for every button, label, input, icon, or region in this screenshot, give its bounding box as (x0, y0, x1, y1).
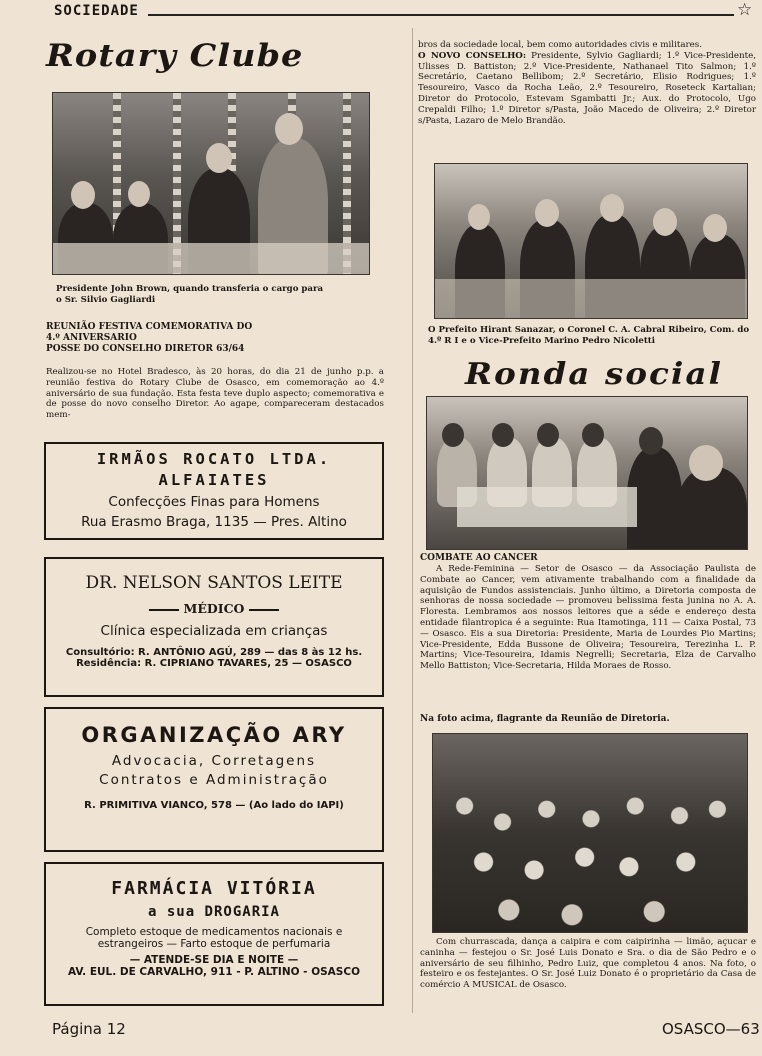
rotary-dinner-caption: O Prefeito Hirant Sanazar, o Coronel C. A. Cabral Ribeiro, Com. do 4.º R I e o Vice-Prefeito Marino Pedro Nicoletti (428, 325, 750, 346)
ad-title: ORGANIZAÇÃO ARY (81, 723, 347, 747)
column-divider (412, 28, 413, 1013)
rotary-photo (52, 92, 370, 275)
section-label: SOCIEDADE (54, 3, 139, 19)
ad-title: IRMÃOS ROCATO LTDA. (96, 450, 332, 468)
ad-tagline-2: Contratos e Administração (99, 772, 329, 788)
ronda-body: A Rede-Feminina — Setor de Osasco — da Associação Paulista de Combate ao Cancer, vem ativamente trabalhando com a finalidade da aquisição de Fundos assistenciais. Junho último, a Diretoria composta de senhoras de nossa sociedade — promoveu belissima festa junina no A. A. Floresta. Lembramos aos nossos leitores que a séde e endereço desta entidade filantropica é a seguinte: Rua Itamotinga, 111 — Caixa Postal, 73 — Osasco. Eis a sua Diretoria: Presidente, Maria de Lourdes Pio Martins; Vice-Presidente, Edda Bussone de Oliveira; Tesoureira, Terezinha L. P. Martins; Vice-Tesoureira, Idamis Negrelli; Secretaria, Elza de Carvalho Mello Battiston; Vice-Secretaria, Hilda Moraes de Rosso. (420, 564, 756, 672)
rotary-body: Realizou-se no Hotel Bradesco, às 20 horas, do dia 21 de junho p.p. a reunião festiva do Rotary Clube de Osasco, em comemoração ao 4.º aniversário de sua fundação. Esta festa teve duplo aspecto; comemorativa e de posse do novo conselho Diretor. Ao agape, compareceram destacados mem- (46, 367, 384, 421)
ad-farmacia-vitoria (44, 862, 384, 1006)
ad-subtitle: a sua DROGARIA (147, 904, 280, 920)
ronda-social-title: Ronda social (465, 357, 724, 392)
star-icon: ☆ (737, 0, 753, 20)
ad-address: R. PRIMITIVA VIANCO, 578 — (Ao lado do IAPI) (84, 800, 344, 811)
ad-tagline: Advocacia, Corretagens (111, 753, 317, 769)
festa-caption: Com churrascada, dança a caipira e com caipirinha — limão, açucar e caninha — festejou o Sr. José Luis Donato e Sra. o dia de São Pedro e o aniversário de seu filhinho, Pedro Luiz, que completou 4 anos. Na foto, o festeiro e os festejantes. O Sr. José Luiz Donato é o proprietário da Casa de comércio A MUSICAL de Osasco. (420, 937, 756, 991)
rotary-continued: bros da sociedade local, bem como autoridades civis e militares. O NOVO CONSELHO: Presidente, Sylvio Gagliardi; 1.º Vice-Presidente, Ulisses D. Battiston; 2.º Vice-Presidente, Nathanael Tito Salmon; 1.º Secretário, Caetano Bellibom; 2.º Secretário, Elisio Rodrigues; 1.º Tesoureiro, Vasco da Rocha Leão, 2.º Tesoureiro, Roseteck Kartalian; Diretor do Protocolo, Estevam Sgambatti Jr.; Aux. do Protocolo, Ugo Crepaldi Filho; 1.º Diretor s/Pasta, João Macedo de Oliveira; 2.º Diretor s/Pasta, Lazaro de Melo Brandão. (418, 40, 756, 126)
ad-title: DR. NELSON SANTOS LEITE (85, 573, 343, 593)
ad-title: FARMÁCIA VITÓRIA (111, 878, 317, 899)
ad-irmaos-rocato (44, 442, 384, 540)
rotary-title: Rotary Clube (46, 38, 304, 74)
ad-tagline: Clínica especializada em crianças (100, 623, 328, 639)
ronda-heading: COMBATE AO CANCER (420, 553, 538, 563)
ad-text: Completo estoque de medicamentos nacionais e (85, 926, 343, 938)
ad-organizacao-ary (44, 707, 384, 852)
ad-tagline: Confecções Finas para Homens (108, 494, 320, 510)
ad-subtitle: ALFAIATES (158, 471, 270, 489)
ronda-photo-note: Na foto acima, flagrante da Reunião de Diretoria. (420, 714, 670, 724)
rotary-heading: REUNIÃO FESTIVA COMEMORATIVA DO 4.º ANIVERSARIO POSSE DO CONSELHO DIRETOR 63/64 (46, 322, 253, 354)
publication-footer: OSASCO—63 (662, 1020, 760, 1038)
ad-hours: — ATENDE-SE DIA E NOITE — (129, 954, 299, 966)
festa-photo (432, 733, 748, 933)
ronda-meeting-photo (426, 396, 748, 550)
ad-text-2: estrangeiros — Farto estoque de perfumaria (97, 938, 331, 950)
ad-address: Consultório: R. ANTÔNIO AGÚ, 289 — das 8 às 12 hs. (65, 647, 363, 658)
ad-residence: Residência: R. CIPRIANO TAVARES, 25 — OSASCO (76, 658, 352, 669)
rotary-photo-caption: Presidente John Brown, quando transferia o cargo para o Sr. Silvio Gagliardi (56, 284, 324, 305)
ad-profession: MÉDICO (46, 601, 382, 616)
ad-address: AV. EUL. DE CARVALHO, 911 - P. ALTINO - OSASCO (67, 966, 361, 978)
page-number: Página 12 (52, 1020, 126, 1038)
ad-dr-nelson (44, 557, 384, 697)
ad-address: Rua Erasmo Braga, 1135 — Pres. Altino (81, 514, 347, 530)
header-rule (148, 14, 734, 16)
rotary-dinner-photo (434, 163, 748, 319)
